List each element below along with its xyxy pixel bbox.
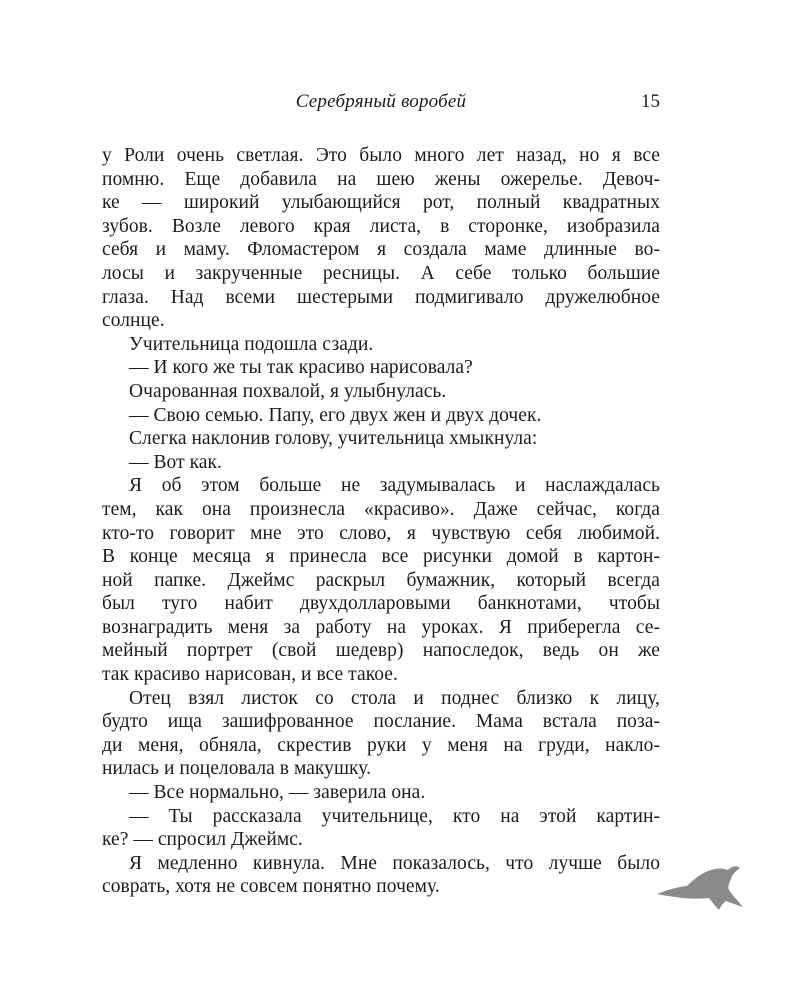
page-number: 15: [641, 91, 660, 112]
text-line: солнце.: [102, 310, 165, 332]
text-line: зубов. Возле левого края листа, в сторонке, изобразила: [102, 215, 660, 237]
text-line: тем, как она произнесла «красиво». Даже сейчас, когда: [102, 498, 660, 520]
text-line: Я медленно кивнула. Мне показалось, что лучше было: [129, 852, 660, 874]
text-line: ке — широкий улыбающийся рот, полный квадратных: [102, 192, 660, 214]
text-line: соврать, хотя не совсем понятно почему.: [102, 876, 440, 898]
text-line: ной папке. Джеймс раскрыл бумажник, который всегда: [102, 569, 660, 591]
text-line: В конце месяца я принесла все рисунки домой в картон-: [102, 546, 660, 568]
text-line: вознаградить меня за работу на уроках. Я приберегла се-: [102, 616, 660, 638]
text-line: ди меня, обняла, скрестив руки у меня на груди, накло-: [102, 734, 660, 756]
text-line: будто ища зашифрованное послание. Мама встала поза-: [102, 711, 660, 733]
text-line: помню. Еще добавила на шею жены ожерелье. Девоч-: [102, 168, 660, 190]
text-line: глаза. Над всеми шестерыми подмигивало дружелюбное: [102, 286, 660, 308]
dialogue-line: — Ты рассказала учительнице, кто на этой картин-: [129, 805, 660, 827]
text-line: Учительница подошла сзади.: [129, 333, 374, 355]
text-line: был туго набит двухдолларовыми банкнотами, чтобы: [102, 593, 660, 615]
dialogue-line: ке? — спросил Джеймс.: [102, 829, 303, 851]
sparrow-icon: [657, 862, 743, 912]
text-line: мейный портрет (свой шедевр) напоследок, ведь он же: [102, 640, 660, 662]
text-line: нилась и поцеловала в макушку.: [102, 758, 372, 780]
text-line: Слегка наклонив голову, учительница хмыкнула:: [129, 428, 538, 450]
dialogue-line: — Все нормально, — заверила она.: [129, 782, 426, 804]
text-line: лосы и закрученные ресницы. А себе только большие: [102, 262, 660, 284]
sparrow-silhouette: [657, 866, 743, 910]
body-text: [102, 144, 660, 899]
text-line: Очарованная похвалой, я улыбнулась.: [129, 380, 447, 402]
dialogue-line: — И кого же ты так красиво нарисовала?: [129, 357, 473, 379]
running-title: Серебряный воробей: [295, 91, 467, 112]
text-line: так красиво нарисован, и все такое.: [102, 664, 398, 686]
text-line: у Роли очень светлая. Это было много лет назад, но я все: [102, 145, 660, 166]
text-line: Отец взял листок со стола и поднес близко к лицу,: [129, 687, 660, 709]
dialogue-line: — Свою семью. Папу, его двух жен и двух дочек.: [129, 404, 542, 426]
text-line: Я об этом больше не задумывалась и наслаждалась: [129, 475, 660, 497]
text-line: кто-то говорит мне это слово, я чувствую себя любимой.: [102, 522, 660, 544]
text-line: себя и маму. Фломастером я создала маме длинные во-: [102, 239, 660, 261]
running-head: [102, 88, 660, 116]
dialogue-line: — Вот как.: [129, 451, 222, 473]
